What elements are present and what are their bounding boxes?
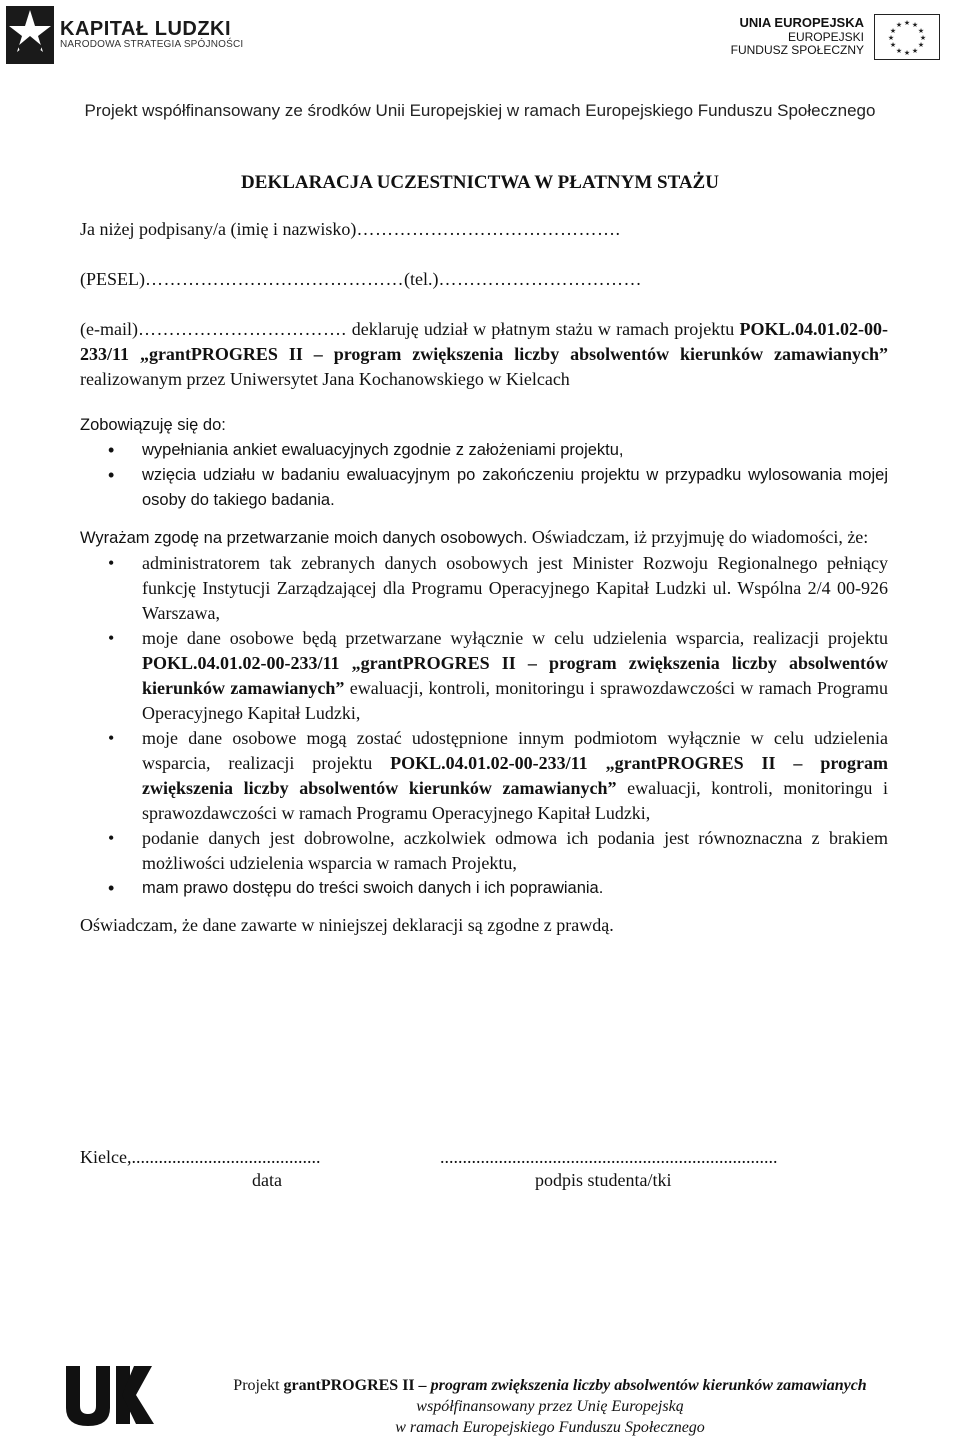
kl-subtitle: NARODOWA STRATEGIA SPÓJNOŚCI	[60, 39, 244, 51]
declare-text: deklaruję udział w płatnym stażu w ramach projektu	[351, 319, 735, 339]
kapital-ludzki-logo	[6, 6, 243, 64]
email-label: (e-mail)	[80, 319, 138, 339]
signature-label: podpis studenta/tki	[535, 1170, 672, 1190]
project-code: POKL.04.01.02-00-233/11	[80, 319, 889, 364]
eu-flag-icon	[874, 14, 940, 60]
signature-block	[80, 1147, 888, 1191]
svg-text:★: ★	[903, 49, 911, 57]
list-item: • podanie danych jest dobrowolne, aczkolwiek odmowa ich podania jest równoznaczna z brakiem możliwości udzielenia wsparcia w ramach Projektu,	[142, 826, 888, 876]
name-label: Ja niżej podpisany/a (imię i nazwisko)	[80, 219, 357, 239]
consent-statement: Oświadczam, iż przyjmuję do wiadomości, że:	[531, 527, 869, 547]
item2-project-name: „grantPROGRES II – program zwiększenia liczby absolwentów kierunków zamawianych”	[142, 653, 888, 698]
intro-paragraph	[80, 317, 888, 392]
footer-line1	[180, 1375, 920, 1396]
obligations-list	[80, 438, 888, 513]
footer-prefix: Projekt	[233, 1377, 280, 1394]
cofunding-line: Projekt współfinansowany ze środków Unii Europejskiej w ramach Europejskiego Funduszu Społecznego	[84, 101, 876, 120]
footer-line3: w ramach Europejskiego Funduszu Społecznego	[395, 1419, 705, 1436]
name-input-dots[interactable]: …………………………………….	[356, 219, 621, 239]
list-item	[142, 726, 888, 826]
svg-text:★: ★	[911, 47, 919, 55]
item3-project-name: „grantPROGRES II – program zwiększenia liczby absolwentów kierunków zamawianych”	[142, 753, 888, 798]
name-field-row	[80, 217, 888, 242]
item3-text-a: moje dane osobowe mogą zostać udostępnione innym podmiotom wyłącznie w celu udzielenia wsparcia, realizacji projektu	[142, 728, 888, 773]
svg-text:★: ★	[895, 21, 903, 29]
ujk-logo-icon	[62, 1362, 158, 1428]
list-item: • administratorem tak zebranych danych osobowych jest Minister Rozwoju Regionalnego pełniący funkcję Instytucji Zarządzającej dla Programu Operacyjnego Kapitał Ludzki ul. Wspólna 2/4 00-926 Warszawa,	[142, 551, 888, 626]
svg-text:★: ★	[919, 34, 927, 42]
list-item: • mam prawo dostępu do treści swoich danych i ich poprawiania.	[142, 876, 888, 901]
svg-text:★: ★	[889, 41, 897, 49]
consent-list	[80, 551, 888, 901]
obligations-section	[80, 413, 888, 513]
obligations-heading: Zobowiązuję się do:	[80, 416, 226, 434]
footer-line2: współfinansowany przez Unię Europejską	[416, 1398, 684, 1415]
eu-line1: UNIA EUROPEJSKA	[739, 14, 864, 30]
item3-project-code: POKL.04.01.02-00-233/11	[390, 753, 588, 773]
pesel-tel-row	[80, 267, 888, 292]
footer-project: grantPROGRES II	[283, 1377, 415, 1394]
eu-line3: FUNDUSZ SPOŁECZNY	[730, 43, 864, 58]
svg-text:★: ★	[917, 41, 925, 49]
eu-logo	[731, 14, 940, 60]
item2-text-a: moje dane osobowe będą przetwarzane wyłącznie w celu udzielenia wsparcia, realizacji projektu	[142, 628, 888, 648]
realized-by-text: realizowanym przez Uniwersytet Jana Kochanowskiego w Kielcach	[80, 369, 570, 389]
list-item: • wypełniania ankiet ewaluacyjnych zgodnie z założeniami projektu,	[142, 438, 888, 463]
item2-project-code: POKL.04.01.02-00-233/11	[142, 653, 340, 673]
eu-line2: EUROPEJSKI	[787, 29, 864, 44]
place-date-dots[interactable]: Kielce,..........................................	[80, 1147, 321, 1167]
svg-text:★: ★	[917, 27, 925, 35]
signature-dots[interactable]: ...........................................................................	[440, 1147, 778, 1167]
footer-project-rest: – program zwiększenia liczby absolwentów kierunków zamawianych	[418, 1377, 867, 1394]
list-item: • wzięcia udziału w badaniu ewaluacyjnym po zakończeniu projektu w przypadku wylosowania mojej osoby do takiego badania.	[142, 463, 888, 513]
item3-text-b: ewaluacji, kontroli, monitoringu i sprawozdawczości w ramach Programu Operacyjnego Kapitał Ludzki,	[142, 778, 888, 823]
footer-text	[180, 1375, 920, 1438]
consent-paragraph	[80, 525, 888, 551]
pesel-label: (PESEL)	[80, 269, 145, 289]
personal-fields	[80, 217, 888, 392]
tel-label: (tel.)	[404, 269, 439, 289]
svg-text:★: ★	[895, 47, 903, 55]
pesel-input-dots[interactable]: ……………………………………	[145, 269, 404, 289]
document-title: DEKLARACJA UCZESTNICTWA W PŁATNYM STAŻU	[241, 172, 719, 193]
truth-statement: Oświadczam, że dane zawarte w niniejszej deklaracji są zgodne z prawdą.	[80, 915, 614, 935]
tel-input-dots[interactable]: ……………………………	[438, 269, 642, 289]
svg-text:★: ★	[889, 27, 897, 35]
consent-section	[80, 525, 888, 938]
kapital-ludzki-star-icon	[6, 6, 54, 64]
svg-text:★: ★	[903, 19, 911, 27]
svg-text:★: ★	[911, 21, 919, 29]
list-item	[142, 626, 888, 726]
project-name: „grantPROGRES II – program zwiększenia liczby absolwentów kierunków zamawianych”	[139, 344, 888, 364]
email-input-dots[interactable]: …………………………….	[137, 319, 347, 339]
consent-text: Wyrażam zgodę na przetwarzanie moich danych osobowych.	[80, 529, 528, 547]
kl-title: KAPITAŁ LUDZKI	[60, 18, 232, 41]
page-header	[0, 0, 960, 120]
date-label: data	[252, 1170, 282, 1190]
item2-text-b: ewaluacji, kontroli, monitoringu i sprawozdawczości w ramach Programu Operacyjnego Kapitał Ludzki,	[142, 678, 889, 723]
svg-text:★: ★	[887, 34, 895, 42]
